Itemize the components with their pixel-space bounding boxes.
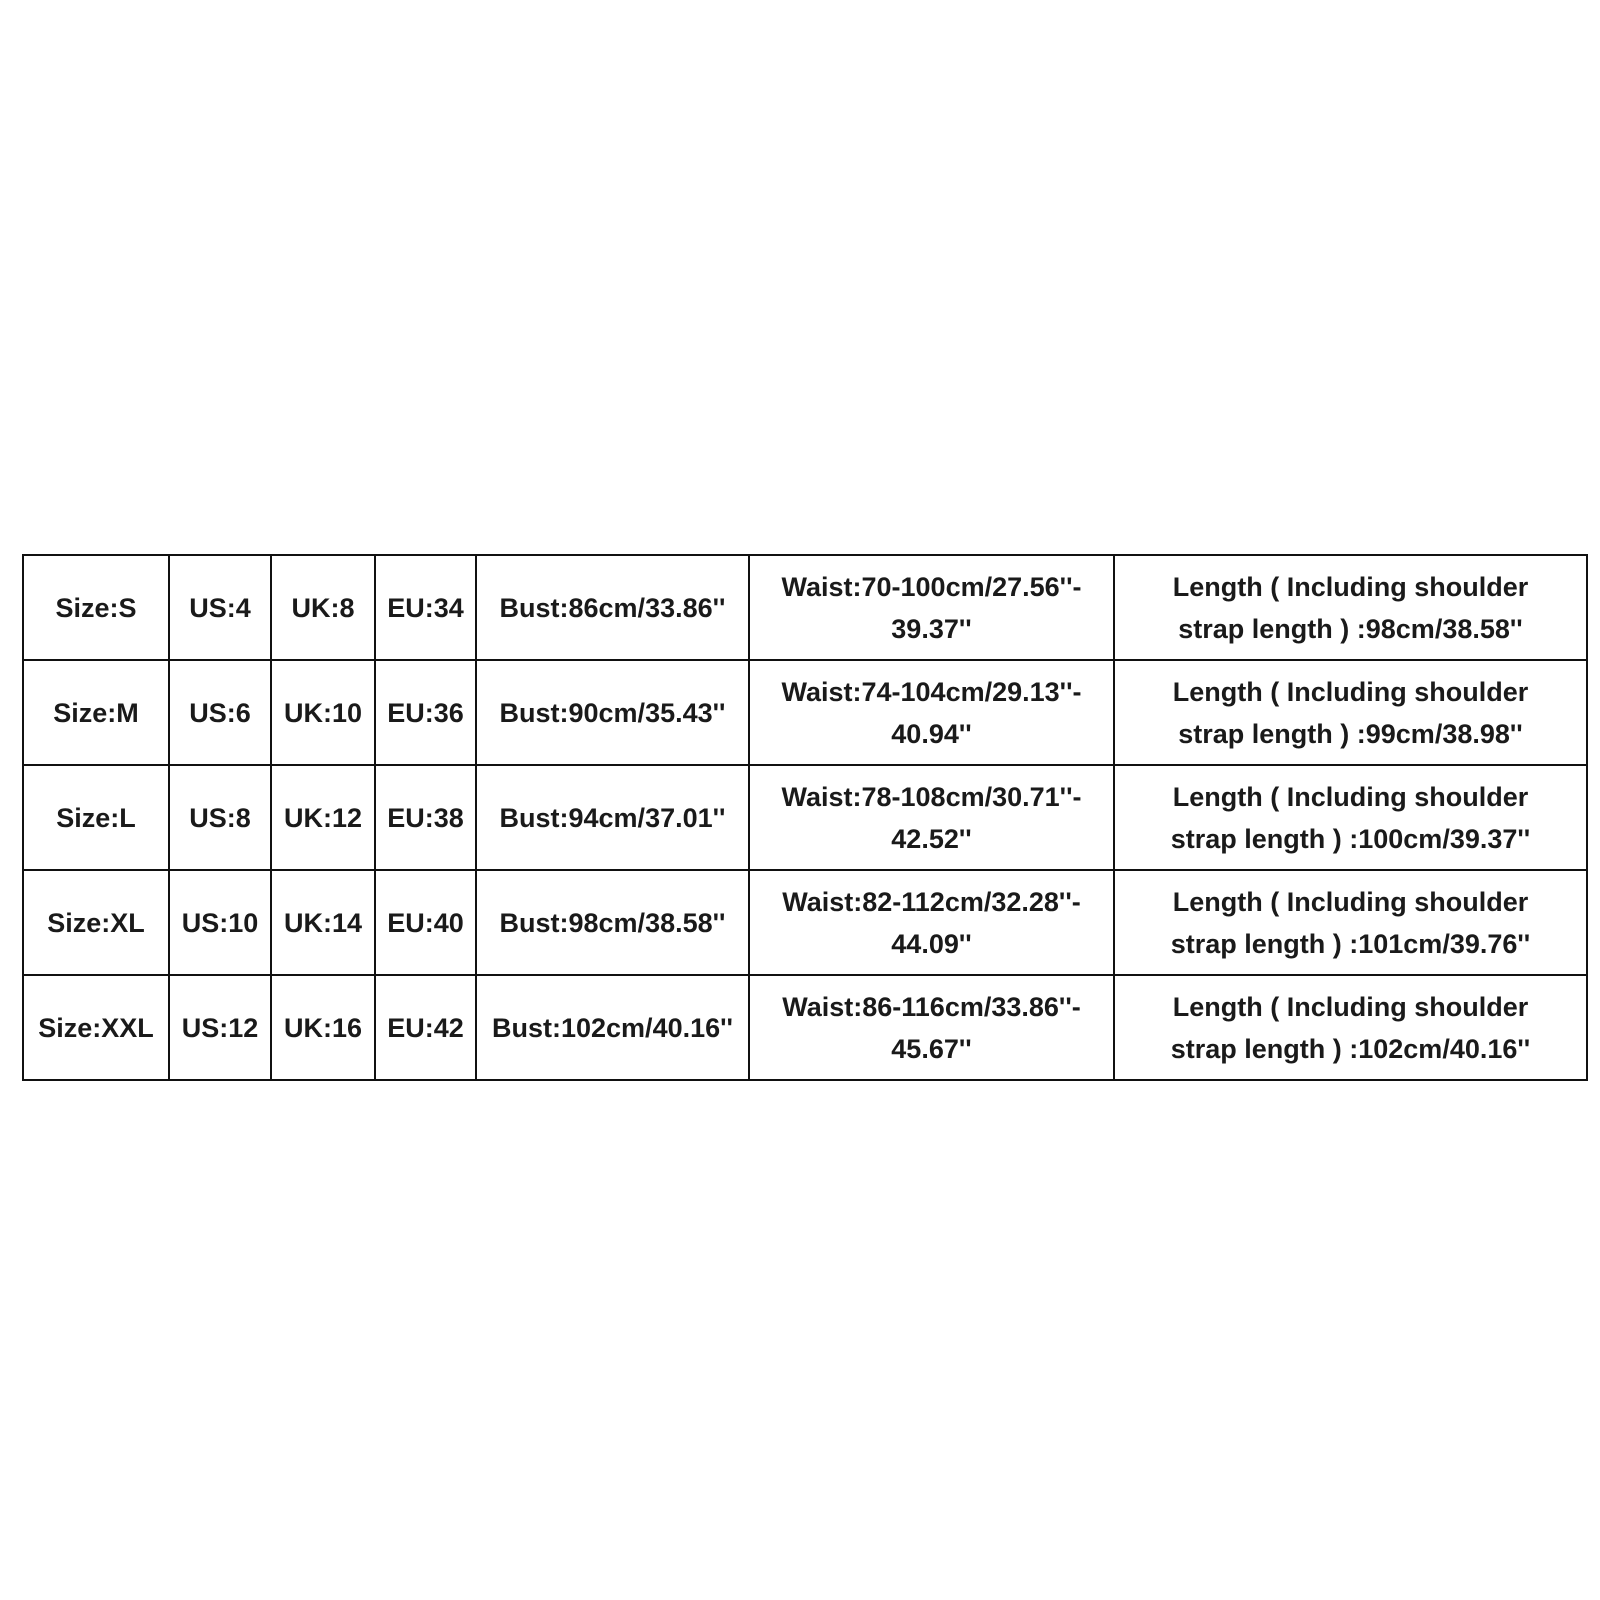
- waist-line-1: Waist:86-116cm/33.86''-: [782, 991, 1081, 1022]
- length-line-1: Length ( Including shoulder: [1172, 571, 1529, 602]
- waist-line-1: Waist:78-108cm/30.71''-: [781, 781, 1082, 812]
- size-cell: Size:S: [23, 555, 169, 660]
- waist-line-1: Waist:70-100cm/27.56''-: [781, 571, 1082, 602]
- length-cell: [1114, 660, 1587, 765]
- length-line-2: strap length ) :102cm/40.16'': [1170, 1033, 1531, 1064]
- uk-size-cell: UK:12: [271, 765, 375, 870]
- waist-cell: [749, 555, 1114, 660]
- bust-cell: Bust:102cm/40.16'': [476, 975, 749, 1080]
- waist-cell: [749, 870, 1114, 975]
- waist-line-2: 40.94'': [891, 718, 972, 749]
- bust-cell: Bust:90cm/35.43'': [476, 660, 749, 765]
- uk-size-cell: UK:10: [271, 660, 375, 765]
- length-cell: [1114, 870, 1587, 975]
- uk-size-cell: UK:16: [271, 975, 375, 1080]
- eu-size-cell: EU:34: [375, 555, 476, 660]
- us-size-cell: US:4: [169, 555, 271, 660]
- us-size-cell: US:6: [169, 660, 271, 765]
- length-line-1: Length ( Including shoulder: [1172, 886, 1529, 917]
- waist-line-2: 39.37'': [891, 613, 972, 644]
- eu-size-cell: EU:40: [375, 870, 476, 975]
- table-row: [23, 660, 1587, 765]
- bust-cell: Bust:86cm/33.86'': [476, 555, 749, 660]
- bust-cell: Bust:98cm/38.58'': [476, 870, 749, 975]
- waist-cell: [749, 660, 1114, 765]
- waist-line-2: 44.09'': [891, 928, 972, 959]
- size-chart-table: [22, 554, 1588, 1081]
- eu-size-cell: EU:38: [375, 765, 476, 870]
- bust-cell: Bust:94cm/37.01'': [476, 765, 749, 870]
- us-size-cell: US:10: [169, 870, 271, 975]
- size-cell: Size:XL: [23, 870, 169, 975]
- eu-size-cell: EU:42: [375, 975, 476, 1080]
- length-line-2: strap length ) :100cm/39.37'': [1170, 823, 1531, 854]
- waist-line-2: 42.52'': [891, 823, 972, 854]
- length-line-1: Length ( Including shoulder: [1172, 781, 1529, 812]
- us-size-cell: US:8: [169, 765, 271, 870]
- waist-line-1: Waist:82-112cm/32.28''-: [782, 886, 1081, 917]
- table-row: [23, 765, 1587, 870]
- length-cell: [1114, 765, 1587, 870]
- size-cell: Size:L: [23, 765, 169, 870]
- table-row: [23, 870, 1587, 975]
- waist-line-1: Waist:74-104cm/29.13''-: [781, 676, 1082, 707]
- waist-line-2: 45.67'': [891, 1033, 972, 1064]
- length-line-2: strap length ) :99cm/38.98'': [1178, 718, 1523, 749]
- eu-size-cell: EU:36: [375, 660, 476, 765]
- uk-size-cell: UK:8: [271, 555, 375, 660]
- length-cell: [1114, 555, 1587, 660]
- table-row: [23, 555, 1587, 660]
- length-line-2: strap length ) :101cm/39.76'': [1170, 928, 1531, 959]
- length-line-2: strap length ) :98cm/38.58'': [1178, 613, 1523, 644]
- uk-size-cell: UK:14: [271, 870, 375, 975]
- us-size-cell: US:12: [169, 975, 271, 1080]
- waist-cell: [749, 765, 1114, 870]
- size-cell: Size:XXL: [23, 975, 169, 1080]
- size-cell: Size:M: [23, 660, 169, 765]
- length-line-1: Length ( Including shoulder: [1172, 676, 1529, 707]
- waist-cell: [749, 975, 1114, 1080]
- table-row: [23, 975, 1587, 1080]
- length-line-1: Length ( Including shoulder: [1172, 991, 1529, 1022]
- length-cell: [1114, 975, 1587, 1080]
